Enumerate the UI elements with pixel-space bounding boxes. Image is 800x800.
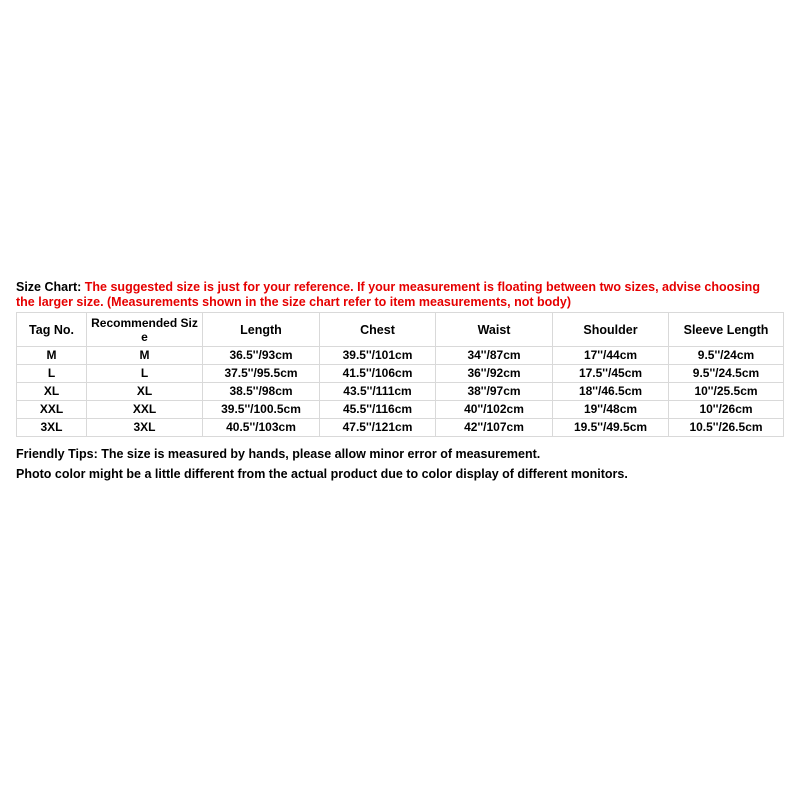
cell-waist: 42''/107cm [436, 419, 553, 437]
cell-shoulder: 19.5''/49.5cm [553, 419, 669, 437]
cell-recommended-size: L [87, 365, 203, 383]
table-header-row [17, 313, 784, 347]
cell-shoulder: 17.5''/45cm [553, 365, 669, 383]
column-header-shoulder: Shoulder [553, 313, 669, 347]
cell-waist: 34''/87cm [436, 347, 553, 365]
cell-waist: 38''/97cm [436, 383, 553, 401]
notes [16, 444, 786, 484]
table-row [17, 401, 784, 419]
cell-recommended-size: XL [87, 383, 203, 401]
cell-tag-no: XL [17, 383, 87, 401]
column-header-length: Length [203, 313, 320, 347]
size-chart-label: Size Chart: [16, 280, 82, 294]
cell-sleeve-length: 9.5''/24cm [669, 347, 784, 365]
size-chart-intro [16, 280, 786, 310]
cell-tag-no: XXL [17, 401, 87, 419]
column-header-recommended-size: Recommended Size [87, 313, 203, 347]
table-row [17, 347, 784, 365]
cell-recommended-size: 3XL [87, 419, 203, 437]
cell-sleeve-length: 9.5''/24.5cm [669, 365, 784, 383]
friendly-tips: Friendly Tips: The size is measured by hands, please allow minor error of measurement. [16, 447, 541, 461]
table-row [17, 365, 784, 383]
cell-sleeve-length: 10''/25.5cm [669, 383, 784, 401]
column-header-waist: Waist [436, 313, 553, 347]
cell-chest: 43.5''/111cm [320, 383, 436, 401]
cell-sleeve-length: 10.5''/26.5cm [669, 419, 784, 437]
size-chart-advice: The suggested size is just for your reference. If your measurement is floating between two sizes, advise choosing [84, 280, 760, 294]
cell-chest: 41.5''/106cm [320, 365, 436, 383]
cell-tag-no: M [17, 347, 87, 365]
cell-tag-no: L [17, 365, 87, 383]
cell-shoulder: 19''/48cm [553, 401, 669, 419]
size-table-body [17, 347, 784, 437]
cell-length: 40.5''/103cm [203, 419, 320, 437]
cell-sleeve-length: 10''/26cm [669, 401, 784, 419]
table-row [17, 383, 784, 401]
cell-tag-no: 3XL [17, 419, 87, 437]
cell-shoulder: 18''/46.5cm [553, 383, 669, 401]
cell-chest: 47.5''/121cm [320, 419, 436, 437]
table-row [17, 419, 784, 437]
size-chart [16, 280, 786, 484]
size-table [16, 312, 784, 437]
cell-waist: 40''/102cm [436, 401, 553, 419]
size-chart-advice-line2: the larger size. (Measurements shown in the size chart refer to item measurements, not body) [16, 295, 572, 309]
column-header-chest: Chest [320, 313, 436, 347]
cell-length: 39.5''/100.5cm [203, 401, 320, 419]
cell-length: 36.5''/93cm [203, 347, 320, 365]
cell-chest: 39.5''/101cm [320, 347, 436, 365]
cell-waist: 36''/92cm [436, 365, 553, 383]
column-header-sleeve-length: Sleeve Length [669, 313, 784, 347]
cell-recommended-size: M [87, 347, 203, 365]
cell-shoulder: 17''/44cm [553, 347, 669, 365]
photo-color-note: Photo color might be a little different from the actual product due to color display of different monitors. [16, 467, 628, 481]
column-header-tag-no: Tag No. [17, 313, 87, 347]
cell-length: 38.5''/98cm [203, 383, 320, 401]
cell-recommended-size: XXL [87, 401, 203, 419]
cell-length: 37.5''/95.5cm [203, 365, 320, 383]
cell-chest: 45.5''/116cm [320, 401, 436, 419]
